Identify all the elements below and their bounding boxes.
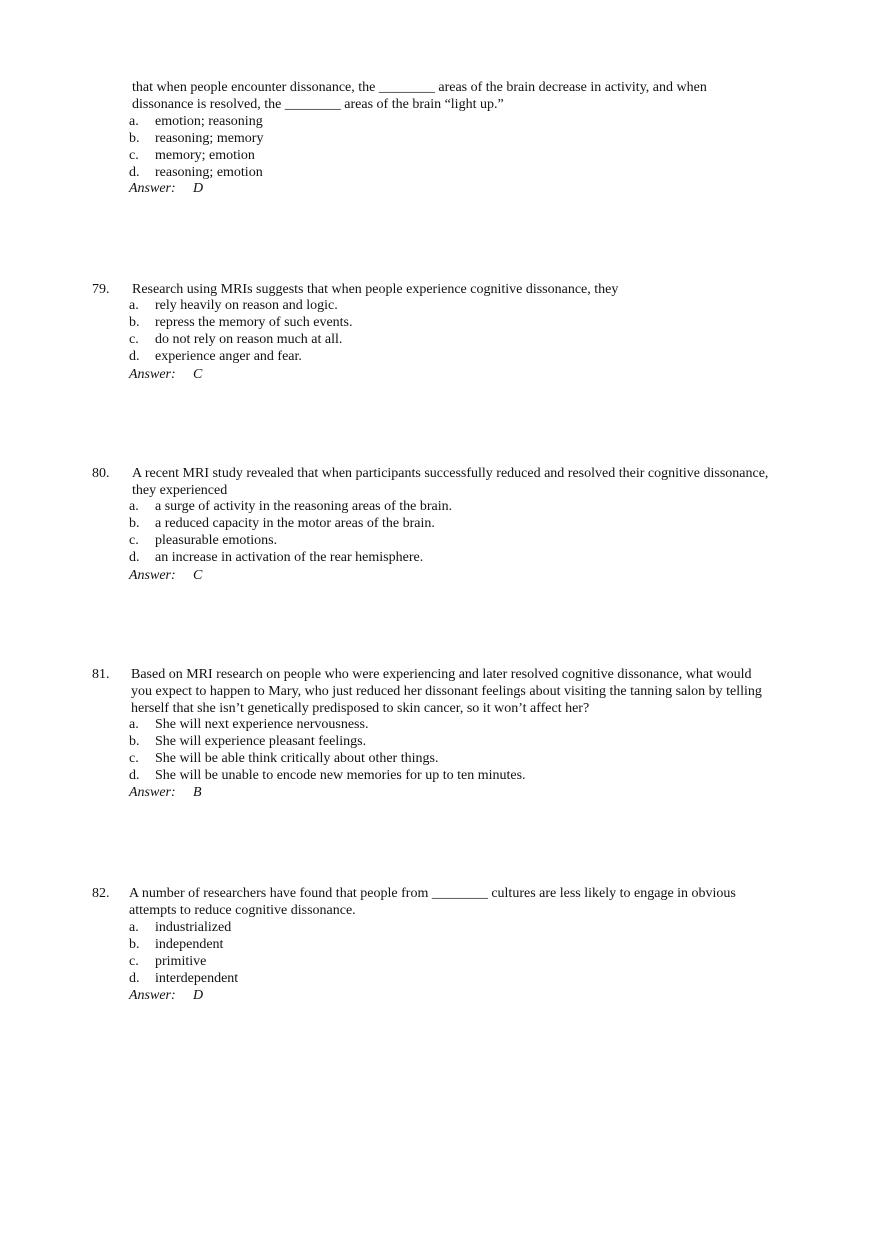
options-list [129, 498, 452, 566]
answer-value: D [193, 181, 204, 196]
option-d [129, 549, 452, 566]
stem-line: Research using MRIs suggests that when people experience cognitive dissonance, they [132, 282, 619, 297]
answer-line [129, 366, 202, 383]
option-letter: a. [129, 298, 139, 313]
stem-line: A recent MRI study revealed that when participants successfully reduced and resolved their cognitive dissonance, [132, 466, 769, 481]
answer-label: Answer: [129, 988, 176, 1003]
stem-line: dissonance is resolved, the ________ areas of the brain “light up.” [132, 97, 504, 112]
option-text: pleasurable emotions. [155, 533, 278, 548]
answer-value: B [193, 785, 202, 800]
option-b [129, 314, 353, 331]
option-letter: a. [129, 717, 139, 732]
option-letter: a. [129, 499, 139, 514]
option-letter: d. [129, 165, 140, 180]
option-letter: a. [129, 920, 139, 935]
question-number: 82. [92, 886, 110, 901]
option-text: She will next experience nervousness. [155, 717, 369, 732]
option-text: industrialized [155, 920, 232, 935]
option-text: rely heavily on reason and logic. [155, 298, 338, 313]
option-text: She will be able think critically about other things. [155, 751, 439, 766]
option-letter: a. [129, 114, 139, 129]
option-a [129, 297, 353, 314]
options-list [129, 716, 526, 784]
option-d [129, 970, 238, 987]
option-c [129, 532, 452, 549]
option-letter: b. [129, 516, 140, 531]
options-list [129, 919, 238, 987]
option-letter: c. [129, 148, 139, 163]
question-stem [132, 281, 802, 298]
option-letter: b. [129, 734, 140, 749]
option-text: an increase in activation of the rear hemisphere. [155, 550, 424, 565]
option-text: reasoning; emotion [155, 165, 263, 180]
option-letter: b. [129, 937, 140, 952]
option-a [129, 113, 263, 130]
answer-label: Answer: [129, 367, 176, 382]
option-letter: d. [129, 550, 140, 565]
option-letter: d. [129, 349, 140, 364]
stem-line: herself that she isn’t genetically predisposed to skin cancer, so it won’t affect her? [131, 701, 590, 716]
answer-line [129, 987, 203, 1004]
option-c [129, 750, 526, 767]
answer-value: C [193, 367, 203, 382]
question-stem [129, 885, 799, 919]
question-number: 79. [92, 282, 110, 297]
question-number: 81. [92, 667, 110, 682]
option-b [129, 733, 526, 750]
stem-line: Based on MRI research on people who were experiencing and later resolved cognitive dissonance, what would [131, 667, 752, 682]
option-text: interdependent [155, 971, 239, 986]
option-letter: d. [129, 768, 140, 783]
option-a [129, 919, 238, 936]
question-stem [132, 79, 802, 113]
option-text: do not rely on reason much at all. [155, 332, 343, 347]
option-c [129, 953, 238, 970]
option-letter: c. [129, 533, 139, 548]
option-letter: d. [129, 971, 140, 986]
question-number: 80. [92, 466, 110, 481]
option-text: memory; emotion [155, 148, 255, 163]
question-stem [132, 465, 822, 499]
options-list [129, 113, 263, 181]
options-list [129, 297, 353, 365]
option-text: reasoning; memory [155, 131, 264, 146]
stem-line: you expect to happen to Mary, who just reduced her dissonant feelings about visiting the tanning salon by telling [131, 684, 762, 699]
option-a [129, 716, 526, 733]
option-d [129, 164, 263, 181]
option-letter: b. [129, 131, 140, 146]
option-a [129, 498, 452, 515]
option-text: repress the memory of such events. [155, 315, 353, 330]
option-letter: c. [129, 751, 139, 766]
answer-line [129, 180, 203, 197]
option-text: experience anger and fear. [155, 349, 302, 364]
option-b [129, 130, 263, 147]
option-text: a surge of activity in the reasoning areas of the brain. [155, 499, 453, 514]
option-b [129, 515, 452, 532]
option-c [129, 331, 353, 348]
answer-line [129, 567, 202, 584]
answer-value: D [193, 988, 204, 1003]
answer-value: C [193, 568, 203, 583]
stem-line: they experienced [132, 483, 228, 498]
option-text: independent [155, 937, 224, 952]
option-d [129, 348, 353, 365]
answer-label: Answer: [129, 568, 176, 583]
option-letter: b. [129, 315, 140, 330]
answer-label: Answer: [129, 181, 176, 196]
stem-line: attempts to reduce cognitive dissonance. [129, 903, 356, 918]
stem-line: A number of researchers have found that people from ________ cultures are less likely to engage in obvious [129, 886, 736, 901]
option-text: a reduced capacity in the motor areas of the brain. [155, 516, 435, 531]
question-stem [131, 666, 821, 717]
option-c [129, 147, 263, 164]
answer-label: Answer: [129, 785, 176, 800]
option-text: primitive [155, 954, 207, 969]
option-d [129, 767, 526, 784]
option-letter: c. [129, 332, 139, 347]
answer-line [129, 784, 202, 801]
option-text: emotion; reasoning [155, 114, 263, 129]
option-text: She will experience pleasant feelings. [155, 734, 367, 749]
option-text: She will be unable to encode new memories for up to ten minutes. [155, 768, 526, 783]
option-letter: c. [129, 954, 139, 969]
option-b [129, 936, 238, 953]
stem-line: that when people encounter dissonance, the ________ areas of the brain decrease in activity, and when [132, 80, 707, 95]
